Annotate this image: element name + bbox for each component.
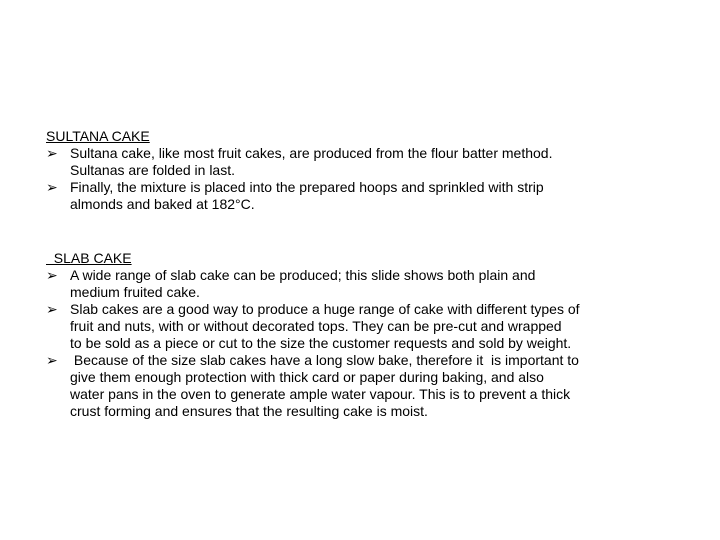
bullet-item [46, 301, 676, 352]
bullet-text-line: Slab cakes are a good way to produce a huge range of cake with different types of [70, 301, 580, 317]
arrow-bullet-icon: ➢ [46, 145, 58, 161]
section-heading: SLAB CAKE [46, 250, 132, 266]
arrow-bullet-icon: ➢ [46, 267, 58, 283]
bullet-text-line: medium fruited cake. [70, 284, 200, 300]
arrow-bullet-icon: ➢ [46, 301, 58, 317]
bullet-item [46, 267, 676, 301]
bullet-text-line: give them enough protection with thick card or paper during baking, and also [70, 369, 544, 385]
bullet-text-line: fruit and nuts, with or without decorated tops. They can be pre-cut and wrapped [70, 318, 562, 334]
bullet-text-line: A wide range of slab cake can be produced; this slide shows both plain and [70, 267, 536, 283]
arrow-bullet-icon: ➢ [46, 179, 58, 195]
section-heading: SULTANA CAKE [46, 128, 150, 144]
bullet-text-line: almonds and baked at 182°C. [70, 196, 255, 212]
bullet-text-line: crust forming and ensures that the resulting cake is moist. [70, 403, 428, 419]
bullet-item [46, 179, 676, 213]
bullet-text-line: Because of the size slab cakes have a long slow bake, therefore it is important to [70, 352, 579, 368]
bullet-text-line: Sultana cake, like most fruit cakes, are produced from the flour batter method. [70, 145, 553, 161]
bullet-text-line: Finally, the mixture is placed into the prepared hoops and sprinkled with strip [70, 179, 544, 195]
bullet-item [46, 352, 676, 420]
section-slab-cake [46, 250, 676, 420]
bullet-text-line: water pans in the oven to generate ample water vapour. This is to prevent a thick [70, 386, 571, 402]
section-sultana-cake [46, 128, 676, 213]
bullet-text-line: to be sold as a piece or cut to the size the customer requests and sold by weight. [70, 335, 572, 351]
arrow-bullet-icon: ➢ [46, 352, 58, 368]
bullet-text-line: Sultanas are folded in last. [70, 162, 235, 178]
bullet-item [46, 145, 676, 179]
